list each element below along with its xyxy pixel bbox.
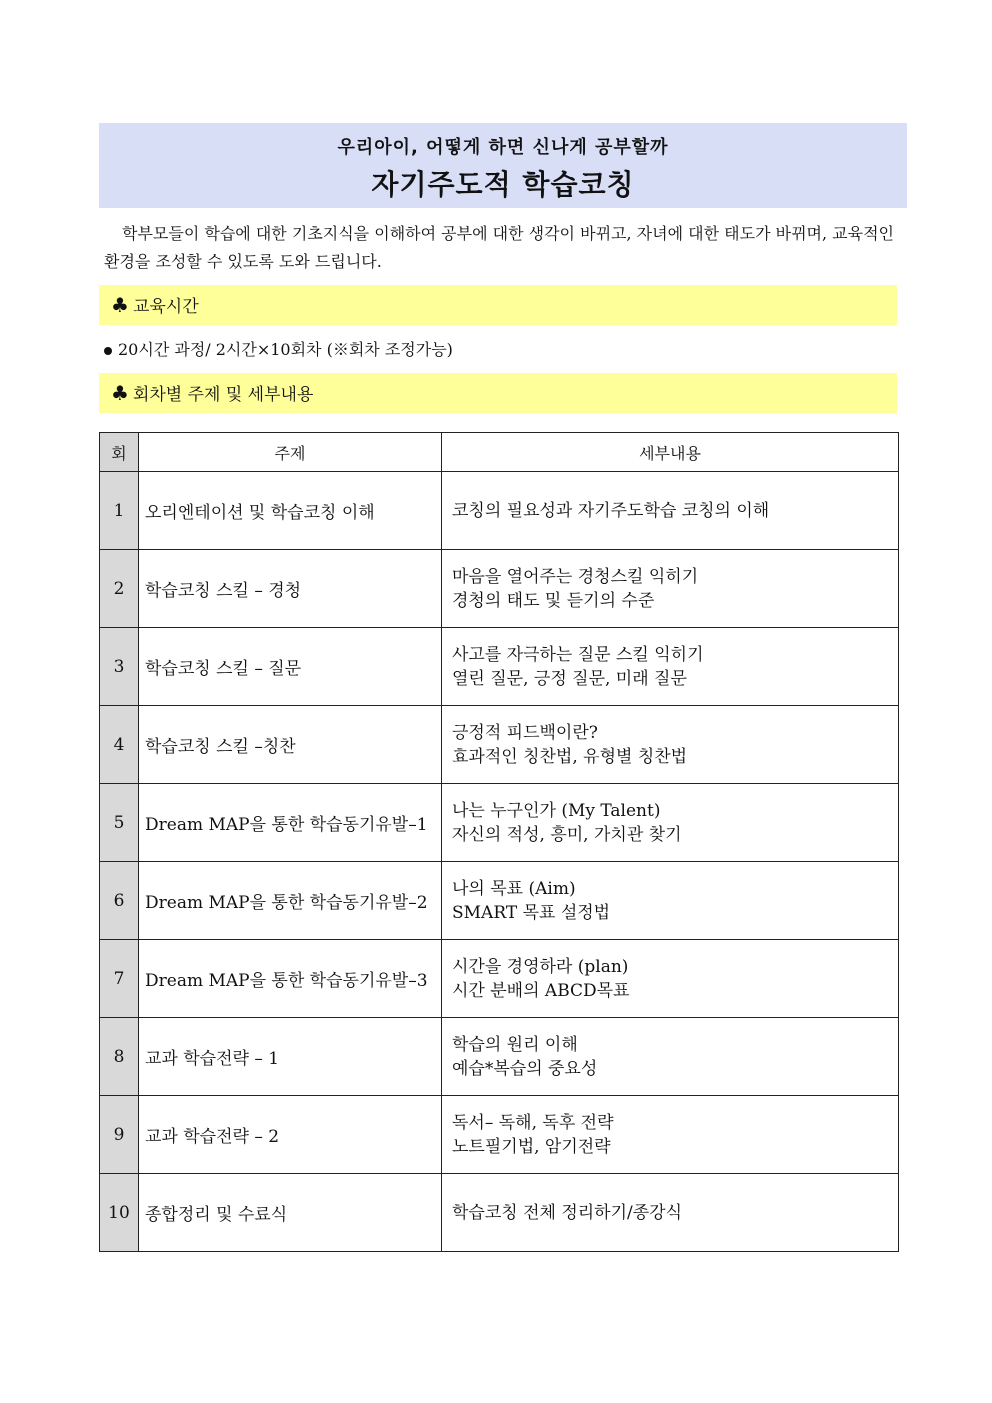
- table-header-row: [100, 433, 899, 472]
- detail-line: 시간 분배의 ABCD목표: [452, 980, 630, 1001]
- session-detail: [442, 1096, 899, 1174]
- session-number: 6: [100, 862, 139, 940]
- club-suit-icon: ♣: [111, 293, 129, 317]
- table-row: [100, 784, 899, 862]
- session-detail: [442, 1018, 899, 1096]
- detail-line: 사고를 자극하는 질문 스킬 익히기: [452, 644, 704, 665]
- detail-line: 경청의 태도 및 듣기의 수준: [452, 590, 655, 611]
- detail-line: 코칭의 필요성과 자기주도학습 코칭의 이해: [452, 500, 770, 521]
- education-time-text: 20시간 과정/ 2시간×10회차 (※회차 조정가능): [118, 340, 453, 359]
- session-topic: Dream MAP을 통한 학습동기유발–3: [139, 940, 442, 1018]
- document-subtitle: 우리아이, 어떻게 하면 신나게 공부할까: [337, 137, 669, 158]
- session-topic: 학습코칭 스킬 – 경청: [139, 550, 442, 628]
- session-detail: [442, 862, 899, 940]
- session-topic: Dream MAP을 통한 학습동기유발–2: [139, 862, 442, 940]
- section-topics: [99, 373, 897, 413]
- table-row: [100, 862, 899, 940]
- detail-line: 자신의 적성, 흥미, 가치관 찾기: [452, 824, 682, 845]
- header-num: 회: [100, 433, 139, 472]
- session-number: 5: [100, 784, 139, 862]
- table-body: [100, 472, 899, 1252]
- table-row: [100, 472, 899, 550]
- detail-line: 열린 질문, 긍정 질문, 미래 질문: [452, 668, 687, 689]
- table-row: [100, 1096, 899, 1174]
- header-topic: 주제: [139, 433, 442, 472]
- detail-line: 학습코칭 전체 정리하기/종강식: [452, 1202, 683, 1223]
- session-detail: [442, 706, 899, 784]
- session-detail: [442, 1174, 899, 1252]
- title-box: [99, 123, 907, 208]
- table-row: [100, 1174, 899, 1252]
- session-topic: 학습코칭 스킬 – 질문: [139, 628, 442, 706]
- detail-line: 나의 목표 (Aim): [452, 878, 576, 899]
- detail-line: 마음을 열어주는 경청스킬 익히기: [452, 566, 699, 587]
- session-number: 8: [100, 1018, 139, 1096]
- session-topic: 종합정리 및 수료식: [139, 1174, 442, 1252]
- session-number: 9: [100, 1096, 139, 1174]
- session-topic: 교과 학습전략 – 2: [139, 1096, 442, 1174]
- session-detail: [442, 550, 899, 628]
- session-detail: [442, 628, 899, 706]
- session-number: 1: [100, 472, 139, 550]
- session-topic: 교과 학습전략 – 1: [139, 1018, 442, 1096]
- section-heading: 교육시간: [132, 297, 199, 317]
- detail-line: 시간을 경영하라 (plan): [452, 956, 629, 977]
- table-row: [100, 550, 899, 628]
- schedule-table: [99, 432, 899, 1252]
- detail-line: 나는 누구인가 (My Talent): [452, 800, 661, 821]
- detail-line: 예습*복습의 중요성: [452, 1058, 598, 1079]
- section-heading: 회차별 주제 및 세부내용: [132, 385, 314, 405]
- session-topic: Dream MAP을 통한 학습동기유발–1: [139, 784, 442, 862]
- detail-line: 효과적인 칭찬법, 유형별 칭찬법: [452, 746, 688, 767]
- header-detail: 세부내용: [442, 433, 899, 472]
- session-detail: [442, 940, 899, 1018]
- session-number: 4: [100, 706, 139, 784]
- session-number: 2: [100, 550, 139, 628]
- table-row: [100, 940, 899, 1018]
- education-time-detail: [104, 337, 453, 363]
- detail-line: 노트필기법, 암기전략: [452, 1136, 611, 1157]
- detail-line: 긍정적 피드백이란?: [452, 722, 598, 743]
- document-title: 자기주도적 학습코칭: [371, 168, 635, 201]
- session-topic: 학습코칭 스킬 –칭찬: [139, 706, 442, 784]
- table-row: [100, 1018, 899, 1096]
- table-row: [100, 706, 899, 784]
- session-detail: [442, 472, 899, 550]
- club-suit-icon: ♣: [111, 381, 129, 405]
- session-number: 10: [100, 1174, 139, 1252]
- session-detail: [442, 784, 899, 862]
- session-topic: 오리엔테이션 및 학습코칭 이해: [139, 472, 442, 550]
- section-education-time: [99, 285, 897, 325]
- detail-line: 학습의 원리 이해: [452, 1034, 578, 1055]
- table-row: [100, 628, 899, 706]
- session-number: 3: [100, 628, 139, 706]
- detail-line: SMART 목표 설정법: [452, 902, 611, 923]
- session-number: 7: [100, 940, 139, 1018]
- detail-line: 독서– 독해, 독후 전략: [452, 1112, 614, 1133]
- bullet-icon: [104, 347, 112, 355]
- intro-paragraph: 학부모들이 학습에 대한 기초지식을 이해하여 공부에 대한 생각이 바뀌고, 자녀에 대한 태도가 바뀌며, 교육적인 환경을 조성할 수 있도록 도와 드립니다.: [104, 224, 894, 271]
